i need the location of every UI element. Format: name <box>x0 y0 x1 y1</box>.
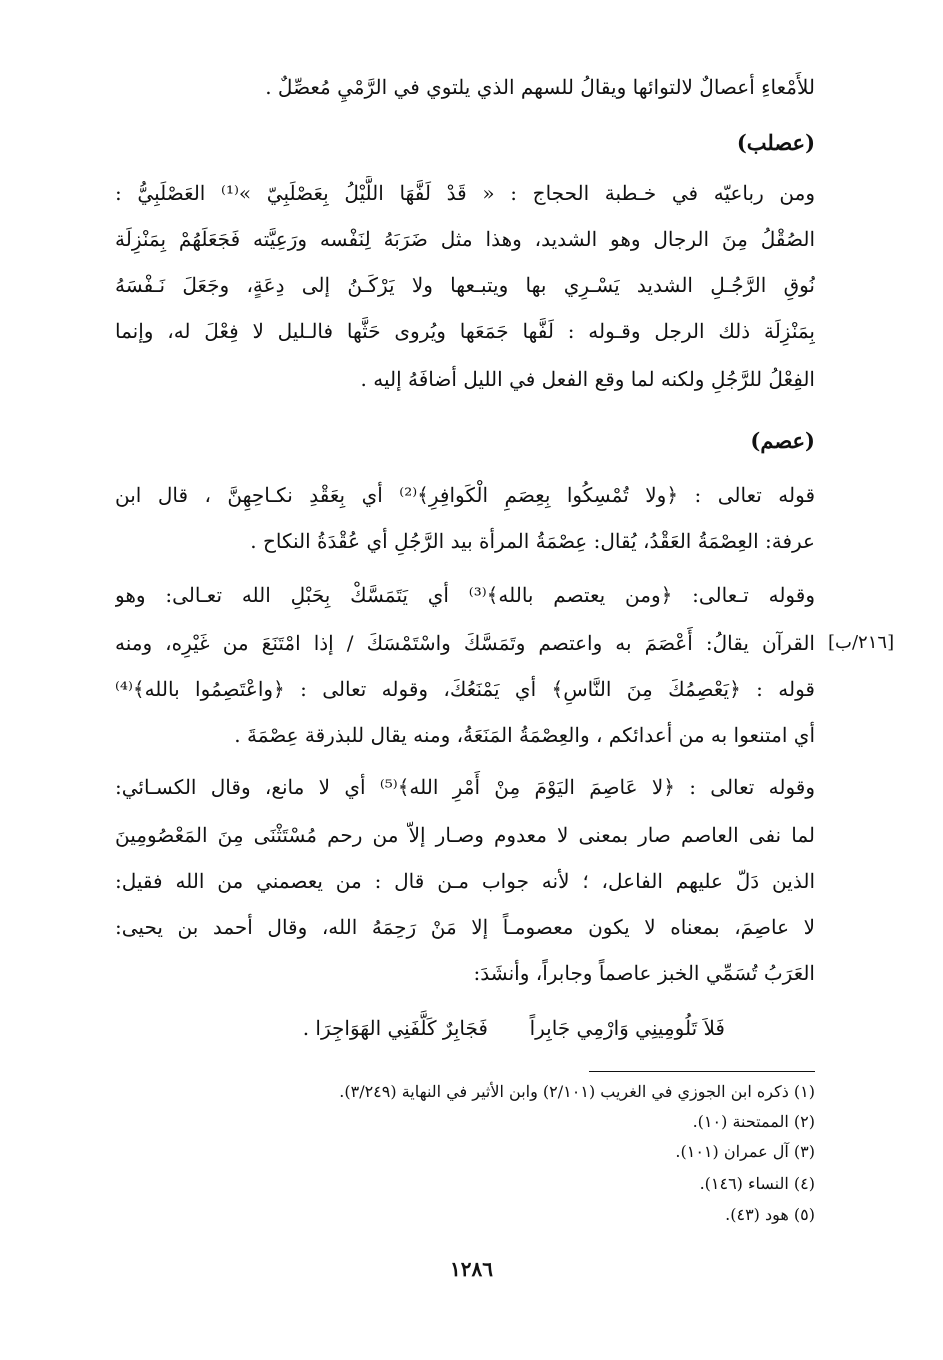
text-line: العَرَبُ تُسَمِّي الخبز عاصماً وجابراً، وأنشَدَ: <box>473 961 815 985</box>
text-line: أي امتنعوا به من أعدائكم ، والعِصْمَةُ المَنَعَةُ، ومنه يقال للبذرقة عِصْمَةَ . <box>234 723 815 747</box>
text-line: لا عاصِمَ، بمعناه لا يكون معصومـاً إلا مَنْ رَحِمَهُ الله، وقال أحمد بن يحيى: <box>115 915 815 939</box>
text-line: بِمَنْزِلَة ذلك الرجل وقـوله : لَفَّها جَمَعَها ويُروى حَثَّها فالـليل لا فِعْلَ له، وإنما <box>115 319 815 343</box>
text-line: الذين دَلّ عليهم الفاعل، ؛ لأنه جواب مـن قال : من يعصمني من الله فقيل: <box>115 869 815 893</box>
footnote: (١) ذكره ابن الجوزي في الغريب (٢/١٠١) وابن الأثير في النهاية (٣/٢٤٩). <box>339 1082 815 1101</box>
text-line: وقوله تعالى : ﴿لا عَاصِمَ اليَوْمَ مِنْ أَمْرِ الله﴾⁽⁵⁾ أي لا مانع، وقال الكسـائي: <box>115 775 815 799</box>
verse-first-hemistich: فَلاَ تَلُومِينِي وَارْمِي جَابِراً <box>529 1016 725 1040</box>
entry-asalab-text <box>115 176 815 406</box>
footnote: (٣) آل عمران (١٠١). <box>675 1142 815 1161</box>
text-line: نُوقِ الرَّجُـلِ الشديد يَسْـرِي بها ويتبـعها ولا يَرْكَـنُ إلى دِعَةٍ، وجَعَلَ نَـفْسَهُ <box>115 273 815 297</box>
text-line: قوله تعالى : ﴿ولا تُمْسِكُوا بِعِصَمِ الْكَوافِرِ﴾⁽²⁾ أي بِعَقْدِ نكـاحِهِنَّ ، قال ابن <box>115 483 815 507</box>
text-line: القرآن يقالُ: أَعْصَمَ به واعتصم وتَمَسَّكَ واسْتَمْسَكَ / إذا امْتَنَعَ من غَيْرِه، ومنه <box>115 631 815 655</box>
manuscript-folio-note: [٢١٦/ب] <box>828 632 895 653</box>
text-line: لما نفى العاصم صار بمعنى لا معدوم وصـار إلاّ من رحم مُسْتَثْنَى مِنَ المَعْصُومِينَ <box>115 823 815 847</box>
text-line: الفِعْلُ للرَّجُلِ ولكنه لما وقع الفعل في الليل أضافَهُ إليه . <box>360 367 815 391</box>
footnote: (٥) هود (٤٣). <box>725 1205 815 1224</box>
text-line: وقوله تـعالى: ﴿ومن يعتصم بالله﴾⁽³⁾ أي يَتَمَسَّكْ بِحَبْلِ الله تعـالى: وهو <box>115 583 815 607</box>
entry-asam-text <box>115 478 815 998</box>
text-line: عرفة: العِصْمَةُ العَقْدُ، يُقال: عِصْمَةُ المرأة بيد الرَّجُلِ أي عُقْدَةُ النكاح . <box>250 529 815 553</box>
text-line: الصُقْلُ مِنَ الرجال وهو الشديد، وهذا مثل ضَرَبَهُ لِنَفْسه ورَعِيَّته فَجَعَلَهُمْ بِمَنْزِلَة <box>115 227 815 251</box>
page-number: ١٢٨٦ <box>450 1257 493 1281</box>
text-line: للأَمْعاءِ أعصالٌ لالتوائها ويقالُ للسهم الذي يلتوي في الرَّمْيِ مُعصِّلٌ . <box>265 75 815 99</box>
text-line: قوله : ﴿يَعْصِمُكَ مِنَ النَّاسِ﴾ أي يَمْنَعُكَ، وقوله تعالى : ﴿واعْتَصِمُوا بالله﴾⁽⁴⁾ <box>115 677 815 701</box>
text-line: ومن رباعيّه في خـطبة الحجاج : « قَدْ لَفَّهَا اللَّيْلُ بِعَصْلَبِيّ »⁽¹⁾ العَصْلَبِيُّ : <box>115 181 815 205</box>
entry-heading-asalab: (عصلب) <box>736 130 815 155</box>
footnote-separator <box>589 1071 815 1072</box>
footnote: (٢) الممتحنة (١٠). <box>692 1112 815 1131</box>
footnote: (٤) النساء (١٤٦). <box>699 1174 815 1193</box>
entry-heading-asam: (عصم) <box>750 428 815 453</box>
verse-second-hemistich: فَجَابِرٌ كَلَّفَنِي الهَوَاجِرَا . <box>302 1016 488 1040</box>
